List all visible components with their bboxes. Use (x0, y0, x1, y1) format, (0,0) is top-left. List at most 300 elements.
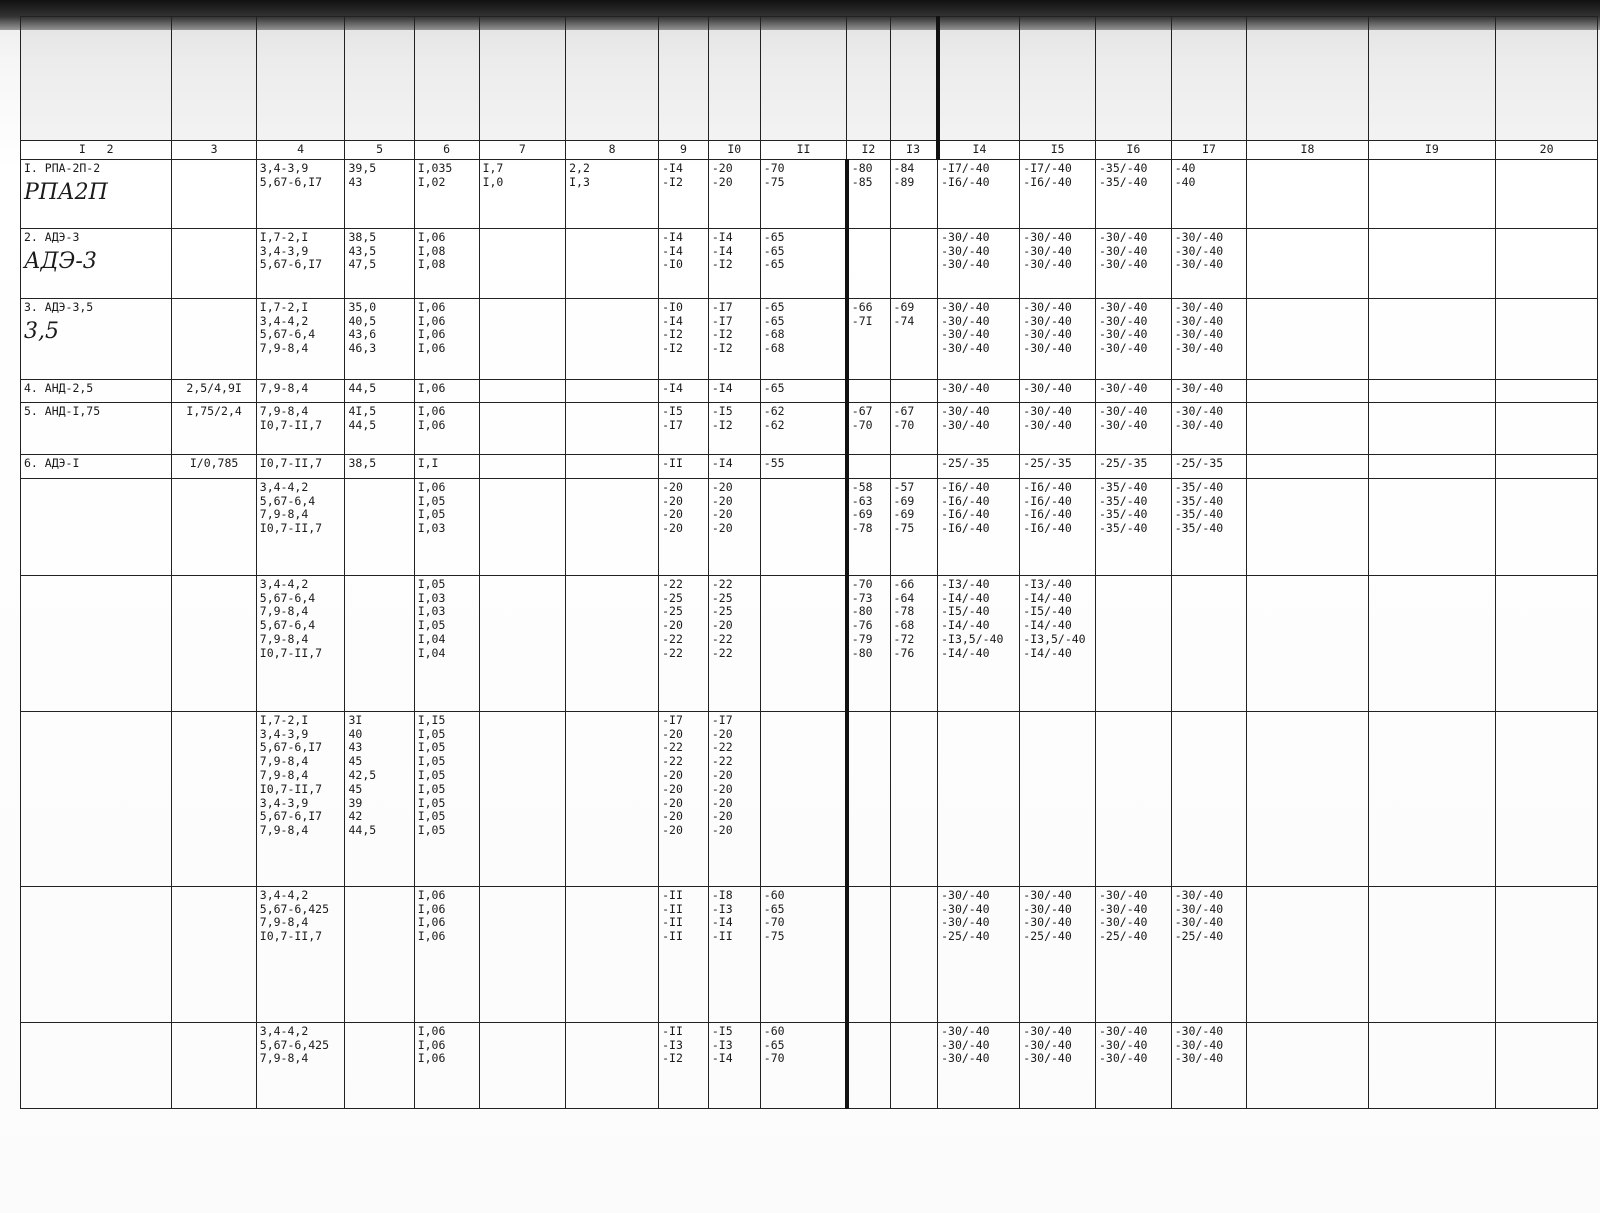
cell-value: -20 (662, 823, 683, 838)
cell-value: I,06 (417, 887, 446, 902)
cell-value: -30/-40 (1099, 380, 1148, 395)
value-cell (708, 228, 760, 298)
header-cell (1368, 17, 1496, 141)
value-cell (847, 711, 890, 886)
cell-value: I0,7-II,7 (259, 929, 323, 944)
value-cell (847, 159, 890, 228)
cell-value: -62 (763, 403, 785, 418)
value-cell (345, 454, 414, 478)
value-cell (760, 454, 847, 478)
value-cell (938, 228, 1020, 298)
cell-value: -I6/-40 (1023, 174, 1072, 189)
antenna-type: 6. АДЭ-I (24, 455, 80, 470)
cell-value: -69 (893, 299, 915, 314)
cell-value: -I7 (711, 299, 733, 314)
cell-value: 5,67-6,4 (259, 327, 316, 342)
cell-value: -I6/-40 (1023, 521, 1072, 536)
table-row (21, 478, 1598, 575)
cell-value: I0,7-II,7 (259, 645, 323, 660)
cell-value: -30/-40 (1023, 403, 1072, 418)
cell-value: -40 (1174, 174, 1196, 189)
value-cell (659, 454, 709, 478)
cell-value: -I6/-40 (1023, 507, 1072, 522)
cell-value: -30/-40 (941, 299, 990, 314)
table-row (21, 298, 1598, 379)
cell-value: -30/-40 (1023, 1023, 1072, 1038)
cell-value: -I7 (662, 712, 683, 727)
cell-value: 39,5 (348, 160, 377, 175)
cell-value: 3,4-4,2 (259, 887, 309, 902)
cell-value: -30/-40 (941, 417, 990, 432)
cell-value: I,06 (417, 929, 446, 944)
cell-value: -I4 (711, 455, 733, 470)
value-cell (847, 298, 890, 379)
cell-value: 5,67-6,I7 (259, 809, 323, 824)
cell-value: -30/-40 (941, 1037, 990, 1052)
cell-value: -7I (851, 313, 873, 328)
cell-value: -30/-40 (1099, 1051, 1148, 1066)
cell-value: 47,5 (348, 257, 377, 272)
value-cell (256, 575, 345, 711)
value-cell (938, 1022, 1020, 1108)
cell-value: -72 (893, 631, 915, 646)
cell-value: -70 (763, 1051, 785, 1066)
cell-value: -II (662, 887, 683, 902)
column-number: 4 (256, 141, 345, 160)
value-cell (1096, 159, 1172, 228)
header-cell (1096, 17, 1172, 141)
cell-value: -20 (662, 493, 683, 508)
table-row (21, 886, 1598, 1022)
value-cell (1171, 402, 1247, 454)
column-number: 9 (659, 141, 709, 160)
cell-value: -30/-40 (1174, 257, 1224, 272)
cell-value: I,05 (417, 493, 446, 508)
cell-value: -20 (711, 493, 733, 508)
value-cell (345, 575, 414, 711)
cell-value: -78 (851, 521, 873, 536)
cell-value: -30/-40 (1174, 229, 1224, 244)
cell-value: 5,67-6,425 (259, 1037, 330, 1052)
cell-value: -25/-40 (1099, 929, 1148, 944)
cell-value: -30/-40 (1099, 1037, 1148, 1052)
column-number: I2 (847, 141, 890, 160)
cell-value: -35/-40 (1099, 493, 1148, 508)
column-number-row (21, 141, 1598, 160)
value-cell (847, 402, 890, 454)
value-cell (414, 886, 479, 1022)
value-cell (938, 886, 1020, 1022)
cell-value: -30/-40 (1174, 403, 1224, 418)
cell-value: -30/-40 (941, 1023, 990, 1038)
cell-value: -20 (662, 726, 683, 741)
value-cell (479, 379, 566, 402)
cell-value: -30/-40 (941, 380, 990, 395)
value-cell (659, 886, 709, 1022)
value-cell (659, 298, 709, 379)
cell-value: I,I (417, 455, 439, 470)
cell-value: 44,5 (348, 380, 377, 395)
value-cell (414, 402, 479, 454)
value-cell (760, 402, 847, 454)
value-cell (479, 298, 566, 379)
header-cell (172, 17, 256, 141)
value-cell (1020, 1022, 1096, 1108)
value-cell (760, 1022, 847, 1108)
value-cell (938, 478, 1020, 575)
handwritten-note: 3,5 (24, 318, 59, 344)
cell-value: -I6/-40 (1023, 479, 1072, 494)
value-cell (1096, 711, 1172, 886)
cell-value: -20 (662, 521, 683, 536)
cell-value: -35/-40 (1099, 160, 1148, 175)
value-cell (1020, 575, 1096, 711)
antenna-type: I. РПА-2П-2 (24, 160, 101, 175)
cell-value: -30/-40 (1174, 341, 1224, 356)
cell-value: -I3/-40 (941, 576, 990, 591)
value-cell (938, 159, 1020, 228)
cell-value: -30/-40 (941, 257, 990, 272)
cell-value: I,06 (417, 313, 446, 328)
cell-value: -65 (763, 380, 785, 395)
cell-value: -I4/-40 (1023, 590, 1072, 605)
column-number: I6 (1096, 141, 1172, 160)
column-number: 20 (1496, 141, 1598, 160)
cell-value: -22 (711, 645, 733, 660)
value-cell (1368, 402, 1496, 454)
cell-value: -65 (763, 313, 785, 328)
header-cell (760, 17, 847, 141)
table-row (21, 402, 1598, 454)
value-cell (847, 478, 890, 575)
value-cell (256, 159, 345, 228)
cell-value: -68 (893, 618, 915, 633)
table-row (21, 575, 1598, 711)
cell-value: -I0 (662, 299, 683, 314)
value-cell (479, 454, 566, 478)
cell-value: -22 (711, 740, 733, 755)
value-cell (760, 711, 847, 886)
cell-value: -84 (893, 160, 915, 175)
value-cell (1368, 228, 1496, 298)
cell-value: -I2 (711, 417, 733, 432)
cell-value: 7,9-8,4 (259, 823, 309, 838)
cell-value: -64 (893, 590, 915, 605)
value-cell (659, 478, 709, 575)
value-cell (414, 1022, 479, 1108)
cell-value: -35/-40 (1174, 493, 1224, 508)
cell-value: I,06 (417, 299, 446, 314)
value-cell (345, 298, 414, 379)
cell-value: I,08 (417, 257, 446, 272)
value-cell (1247, 454, 1368, 478)
cell-value: -30/-40 (1174, 915, 1224, 930)
cell-value: -I4 (711, 380, 733, 395)
value-cell (1096, 1022, 1172, 1108)
cell-value: -75 (763, 174, 785, 189)
value-cell (479, 1022, 566, 1108)
column-number: I4 (938, 141, 1020, 160)
cell-value: 45 (348, 781, 363, 796)
cell-value: -78 (893, 604, 915, 619)
cell-value: 5,67-6,I7 (259, 257, 323, 272)
header-cell (1171, 17, 1247, 141)
value-cell (760, 159, 847, 228)
cell-value: -I7 (711, 313, 733, 328)
header-cell (566, 17, 659, 141)
value-cell (1247, 228, 1368, 298)
value-cell (1020, 159, 1096, 228)
cell-value: 7,9-8,4 (259, 380, 309, 395)
header-label-row (21, 17, 1598, 141)
remark-cell (1496, 478, 1598, 575)
cell-value: -80 (851, 160, 873, 175)
cell-value: -22 (711, 631, 733, 646)
cell-value: -80 (851, 645, 873, 660)
cell-value: -30/-40 (1099, 257, 1148, 272)
value-cell (256, 711, 345, 886)
cell-value: I,05 (417, 781, 446, 796)
antenna-type: 2. АДЭ-3 (24, 229, 80, 244)
cell-value: 2,2 (569, 160, 590, 175)
cell-value: -66 (893, 576, 915, 591)
cell-value: -69 (851, 507, 873, 522)
cell-value: -30/-40 (1174, 887, 1224, 902)
cell-value: 38,5 (348, 455, 377, 470)
cell-value: -I4 (662, 243, 683, 258)
cell-value: 4I,5 (348, 403, 377, 418)
cell-value: I,05 (417, 740, 446, 755)
value-cell (256, 886, 345, 1022)
cell-value: -20 (711, 795, 733, 810)
cell-value: -69 (893, 493, 915, 508)
cell-value: -30/-40 (1174, 380, 1224, 395)
value-cell (890, 402, 938, 454)
cell-value: -80 (851, 604, 873, 619)
cell-value: I,02 (417, 174, 446, 189)
value-cell (890, 379, 938, 402)
cell-value: -II (662, 455, 683, 470)
value-cell (938, 379, 1020, 402)
cell-value: -30/-40 (1023, 1051, 1072, 1066)
value-cell (1247, 298, 1368, 379)
cell-value: 5,67-6,I7 (259, 740, 323, 755)
cell-value: -I4/-40 (1023, 618, 1072, 633)
value-cell (414, 454, 479, 478)
value-cell (760, 886, 847, 1022)
cell-value: 3,4-3,9 (259, 243, 309, 258)
cell-value: -25 (662, 590, 683, 605)
value-cell (414, 711, 479, 886)
cell-value: I,08 (417, 243, 446, 258)
value-cell (345, 159, 414, 228)
cell-value: I,04 (417, 645, 446, 660)
cell-value: -I4 (711, 229, 733, 244)
cell-value: -I3 (662, 1037, 683, 1052)
cell-value: 7,9-8,4 (259, 1051, 309, 1066)
value-cell (566, 379, 659, 402)
handwritten-note: АДЭ-3 (24, 248, 97, 274)
value-cell (760, 298, 847, 379)
value-cell (1096, 402, 1172, 454)
value-cell (890, 454, 938, 478)
cell-value: -74 (893, 313, 915, 328)
cell-value: I,06 (417, 901, 446, 916)
value-cell (414, 478, 479, 575)
value-cell (708, 575, 760, 711)
column-number: 6 (414, 141, 479, 160)
value-cell (938, 711, 1020, 886)
value-cell (1171, 228, 1247, 298)
cell-value: I,05 (417, 618, 446, 633)
cell-value: -30/-40 (1174, 901, 1224, 916)
value-cell (479, 228, 566, 298)
cell-value: -25 (711, 590, 733, 605)
cell-value: I,035 (417, 160, 453, 175)
cell-value: -30/-40 (1023, 299, 1072, 314)
value-cell (1247, 1022, 1368, 1108)
cell-value: -30/-40 (941, 901, 990, 916)
remark-cell (1496, 159, 1598, 228)
cell-value: 7,9-8,4 (259, 767, 309, 782)
cell-value: -20 (711, 618, 733, 633)
cell-value: 44,5 (348, 823, 377, 838)
value-cell (1171, 478, 1247, 575)
value-cell (1096, 886, 1172, 1022)
cell-value: 5,67-6,4 (259, 493, 316, 508)
cell-value: -I5/-40 (1023, 604, 1072, 619)
value-cell (566, 886, 659, 1022)
cell-value: -69 (893, 507, 915, 522)
antenna-type: 3. АДЭ-3,5 (24, 299, 94, 314)
cell-value: -65 (763, 257, 785, 272)
cell-value: I,05 (417, 795, 446, 810)
table-row (21, 454, 1598, 478)
cell-value: -22 (662, 754, 683, 769)
cell-value: -20 (711, 521, 733, 536)
value-cell (1020, 454, 1096, 478)
cell-value: -30/-40 (1174, 327, 1224, 342)
value-cell (1368, 711, 1496, 886)
cell-value: I,06 (417, 1037, 446, 1052)
cell-value: -25/-35 (1023, 455, 1072, 470)
cell-value: -20 (662, 767, 683, 782)
cell-value: -20 (711, 479, 733, 494)
cell-value: -65 (763, 243, 785, 258)
cell-value: -20 (711, 160, 733, 175)
cell-value: I,7-2,I (259, 712, 309, 727)
cell-value: -25/-35 (941, 455, 990, 470)
value-cell (847, 379, 890, 402)
cell-value: -30/-40 (941, 229, 990, 244)
value-cell (414, 575, 479, 711)
value-cell (760, 228, 847, 298)
header-cell (414, 17, 479, 141)
value-cell (708, 454, 760, 478)
cell-value: -55 (763, 455, 785, 470)
value-cell (1020, 711, 1096, 886)
value-cell (760, 575, 847, 711)
table-row (21, 228, 1598, 298)
cell-value: I,03 (417, 604, 446, 619)
cell-value: 3,4-3,9 (259, 726, 309, 741)
value-cell (414, 298, 479, 379)
cell-value: -30/-40 (1099, 341, 1148, 356)
cell-value: I,7-2,I (259, 229, 309, 244)
cell-value: 7,9-8,4 (259, 341, 309, 356)
antenna-type-cell (21, 454, 172, 478)
value-cell (938, 402, 1020, 454)
cell-value: -20 (662, 618, 683, 633)
value-cell (1247, 711, 1368, 886)
cell-value: -30/-40 (1174, 1023, 1224, 1038)
cell-value: I,05 (417, 726, 446, 741)
cell-value: -30/-40 (1023, 417, 1072, 432)
value-cell (566, 1022, 659, 1108)
value-cell (1368, 454, 1496, 478)
cell-value: -30/-40 (1099, 1023, 1148, 1038)
value-cell (1171, 454, 1247, 478)
header-cell (659, 17, 709, 141)
value-cell (1171, 379, 1247, 402)
cell-value: -30/-40 (941, 243, 990, 258)
cell-value: -I6/-40 (941, 521, 990, 536)
value-cell (890, 575, 938, 711)
value-cell (659, 711, 709, 886)
cell-value: -I3,5/-40 (1023, 631, 1086, 646)
cell-value: I0,7-II,7 (259, 521, 323, 536)
cell-value: 7,9-8,4 (259, 754, 309, 769)
value-cell (479, 711, 566, 886)
value-cell (414, 228, 479, 298)
diameter-cell (172, 575, 256, 711)
cell-value: -62 (763, 417, 785, 432)
value-cell (1368, 379, 1496, 402)
cell-value: -I2 (662, 341, 683, 356)
cell-value: -30/-40 (1023, 243, 1072, 258)
cell-value: I,06 (417, 229, 446, 244)
value-cell (566, 575, 659, 711)
cell-value: -30/-40 (1174, 299, 1224, 314)
cell-value: -I4/-40 (941, 645, 990, 660)
cell-value: -65 (763, 229, 785, 244)
value-cell (345, 886, 414, 1022)
value-cell (256, 478, 345, 575)
cell-value: 7,9-8,4 (259, 631, 309, 646)
cell-value: -30/-40 (1023, 1037, 1072, 1052)
cell-value: -35/-40 (1099, 479, 1148, 494)
value-cell (1247, 159, 1368, 228)
value-cell (1171, 711, 1247, 886)
table-row (21, 711, 1598, 886)
antenna-type-cell (21, 886, 172, 1022)
value-cell (847, 228, 890, 298)
cell-value: -75 (763, 929, 785, 944)
cell-value: -II (662, 915, 683, 930)
cell-value: 3,4-3,9 (259, 160, 309, 175)
value-cell (890, 228, 938, 298)
cell-value: -20 (662, 809, 683, 824)
value-cell (414, 159, 479, 228)
antenna-type-cell (21, 575, 172, 711)
cell-value: -II (662, 929, 683, 944)
value-cell (708, 711, 760, 886)
cell-value: -22 (662, 631, 683, 646)
value-cell (1368, 159, 1496, 228)
remark-cell (1496, 1022, 1598, 1108)
cell-value: -35/-40 (1099, 521, 1148, 536)
value-cell (479, 886, 566, 1022)
